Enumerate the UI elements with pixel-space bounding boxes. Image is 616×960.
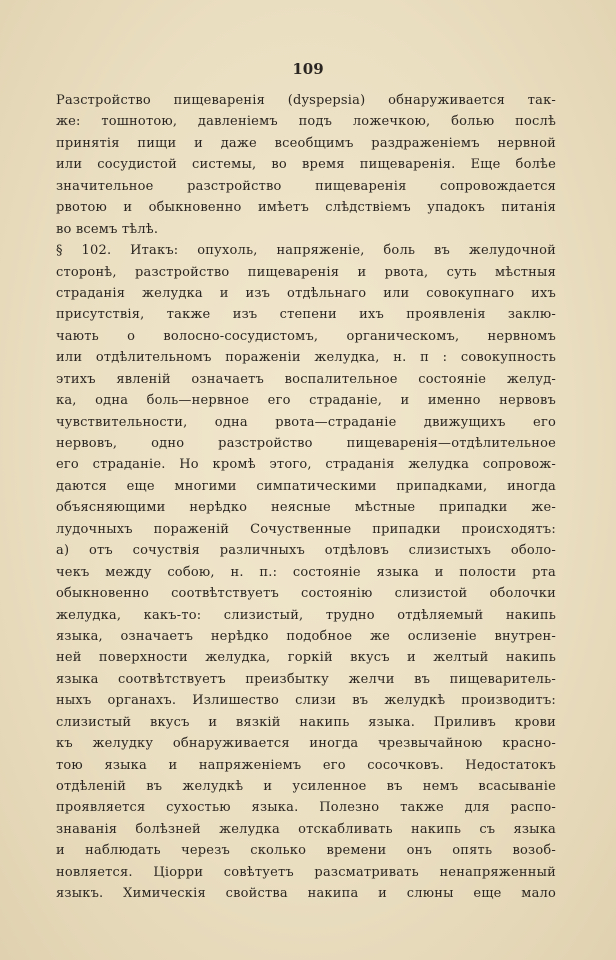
text-line: объясняющими нерѣдко неясные мѣстные припадки же- bbox=[56, 500, 556, 516]
text-line: чекъ между собою, н. п.: состояніе языка и полости рта bbox=[56, 564, 556, 580]
text-line: тою языка и напряженіемъ его сосочковъ. Недостатокъ bbox=[56, 757, 556, 773]
paragraph-start-line: § 102. Итакъ: опухоль, напряженіе, боль въ желудочной bbox=[56, 243, 556, 259]
text-line: языка соотвѣтствуетъ преизбытку желчи въ пищеваритель- bbox=[56, 671, 556, 687]
text-line: даются еще многими симпатическими припадками, иногда bbox=[56, 478, 556, 494]
text-line: отдѣленій въ желудкѣ и усиленное въ немъ всасываніе bbox=[56, 779, 556, 794]
text-line: сторонѣ, разстройство пищеваренія и рвота, суть мѣстныя bbox=[56, 264, 556, 280]
text-line: слизистый вкусъ и вязкій накипь языка. Приливъ крови bbox=[56, 714, 556, 730]
text-line: ныхъ органахъ. Излишество слизи въ желудкѣ производитъ: bbox=[56, 693, 556, 709]
text-line: ней поверхности желудка, горкій вкусъ и желтый накипь bbox=[56, 650, 556, 666]
text-line: во всемъ тѣлѣ. bbox=[56, 221, 159, 237]
text-line: чають о волосно-сосудистомъ, органическомъ, нервномъ bbox=[56, 328, 556, 344]
text-line: знаванія болѣзней желудка отскабливать накипь съ языка bbox=[56, 821, 556, 837]
text-line: лудочныхъ пораженій Сочуственные припадки происходятъ: bbox=[56, 521, 556, 537]
text-line: проявляется сухостью языка. Полезно также для распо- bbox=[56, 800, 556, 816]
text-line: новляется. Ціорри совѣтуетъ разсматривать ненапряженный bbox=[56, 864, 556, 880]
text-line: принятія пищи и даже всеобщимъ раздраженіемъ нервной bbox=[56, 135, 556, 151]
text-line: присутствія, также изъ степени ихъ проявленія заклю- bbox=[56, 307, 556, 323]
text-line: къ желудку обнаруживается иногда чрезвычайною красно- bbox=[56, 736, 556, 752]
text-line: а) отъ сочуствія различныхъ отдѣловъ слизистыхъ оболо- bbox=[56, 543, 556, 559]
text-line: и наблюдать черезъ сколько времени онъ опять возоб- bbox=[56, 843, 556, 859]
page-number: 109 bbox=[292, 60, 324, 78]
text-line: чувствительности, одна рвота—страданіе движущихъ его bbox=[56, 414, 556, 430]
text-line: страданія желудка и изъ отдѣльнаго или совокупнаго ихъ bbox=[56, 285, 556, 301]
text-line: языкъ. Химическія свойства накипа и слюны еще мало bbox=[56, 886, 556, 902]
text-line: нервовъ, одно разстройство пищеваренія—отдѣлительное bbox=[56, 436, 556, 451]
text-line: ка, одна боль—нервное его страданіе, и именно нервовъ bbox=[56, 393, 556, 409]
text-line: языка, означаетъ нерѣдко подобное же ослизеніе внутрен- bbox=[56, 628, 556, 644]
text-line: этихъ явленій означаетъ воспалительное состояніе желуд- bbox=[56, 371, 556, 387]
text-line: же: тошнотою, давленіемъ подъ ложечкою, болью послѣ bbox=[56, 114, 556, 130]
text-line: или отдѣлительномъ пораженіи желудка, н. п : совокупность bbox=[56, 350, 556, 366]
body-text bbox=[56, 90, 556, 905]
text-line: значительное разстройство пищеваренія сопровождается bbox=[56, 178, 556, 194]
text-line: его страданіе. Но кромѣ этого, страданія желудка сопровож- bbox=[56, 457, 556, 473]
text-line: или сосудистой системы, во время пищеваренія. Еще болѣе bbox=[56, 157, 556, 173]
text-line: желудка, какъ-то: слизистый, трудно отдѣляемый накипь bbox=[56, 607, 556, 623]
text-line: обыкновенно соотвѣтствуетъ состоянію слизистой оболочки bbox=[56, 586, 556, 602]
text-line: рвотою и обыкновенно имѣетъ слѣдствіемъ упадокъ питанія bbox=[56, 200, 556, 216]
text-line: Разстройство пищеваренія (dyspepsia) обнаруживается так- bbox=[56, 93, 556, 108]
